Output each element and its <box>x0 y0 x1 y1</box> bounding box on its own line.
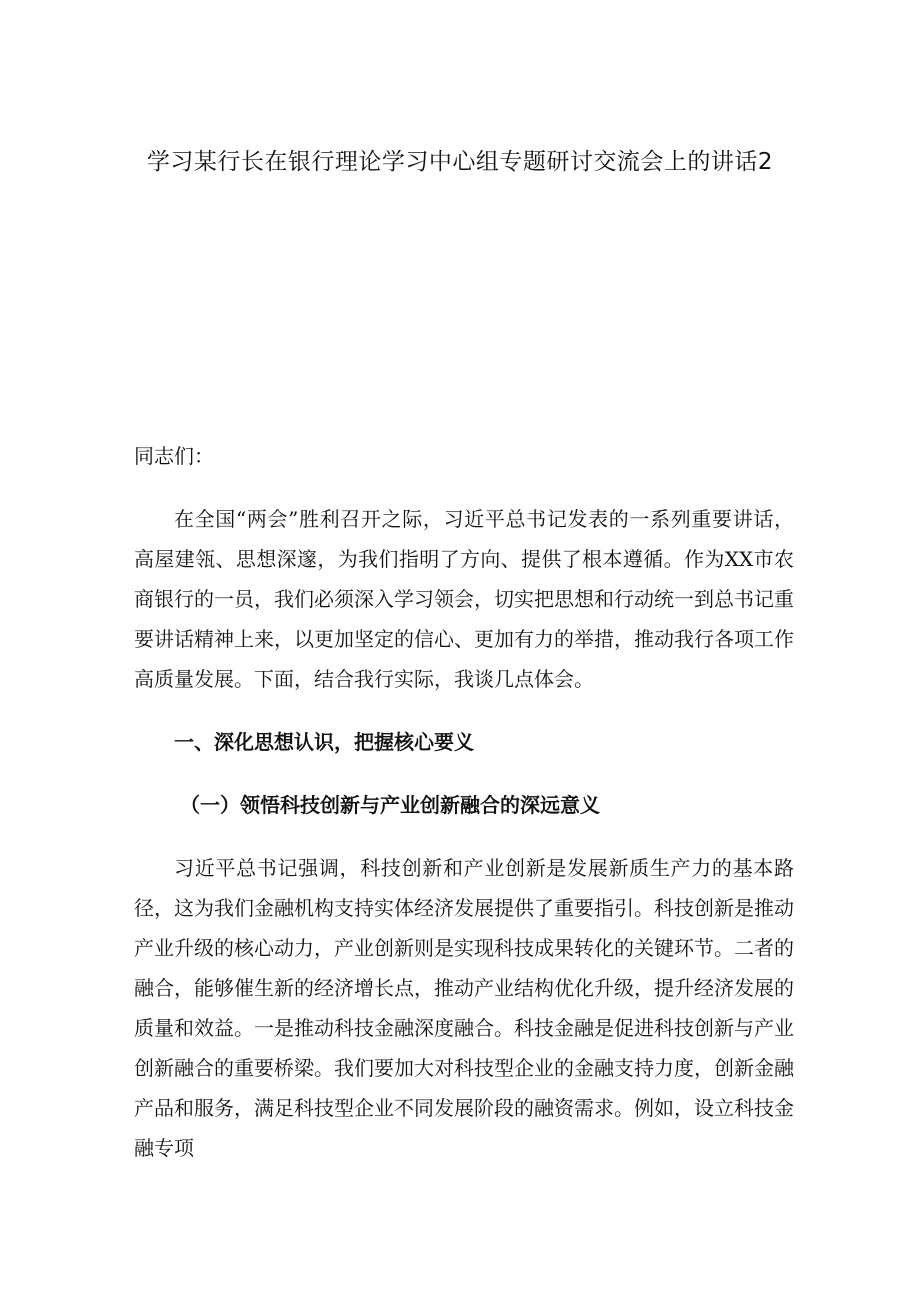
document-title: 学习某行长在银行理论学习中心组专题研讨交流会上的讲话2 <box>146 149 774 175</box>
salutation: 同志们： <box>134 444 214 468</box>
document-body <box>134 436 794 1168</box>
intro-paragraph: 在全国“两会”胜利召开之际，习近平总书记发表的一系列重要讲话，高屋建瓴、思想深邃，为我们指明了方向、提供了根本遵循。作为XX市农商银行的一员，我们必须深入学习领会，切实把思想和行动统一到总书记重要讲话精神上来，以更加坚定的信心、更加有力的举措，推动我行各项工作高质量发展。下面，结合我行实际，我谈几点体会。 <box>134 507 794 691</box>
subsection-heading-1: （一）领悟科技创新与产业创新融合的深远意义 <box>180 793 600 817</box>
section-heading-1: 一、深化思想认识，把握核心要义 <box>174 730 474 754</box>
body-paragraph-1: 习近平总书记强调，科技创新和产业创新是发展新质生产力的基本路径，这为我们金融机构支持实体经济发展提供了重要指引。科技创新是推动产业升级的核心动力，产业创新则是实现科技成果转化的关键环节。二者的融合，能够催生新的经济增长点，推动产业结构优化升级，提升经济发展的质量和效益。一是推动科技金融深度融合。科技金融是促进科技创新与产业创新融合的重要桥梁。我们要加大对科技型企业的金融支持力度，创新金融产品和服务，满足科技型企业不同发展阶段的融资需求。例如，设立科技金融专项 <box>134 856 794 1160</box>
